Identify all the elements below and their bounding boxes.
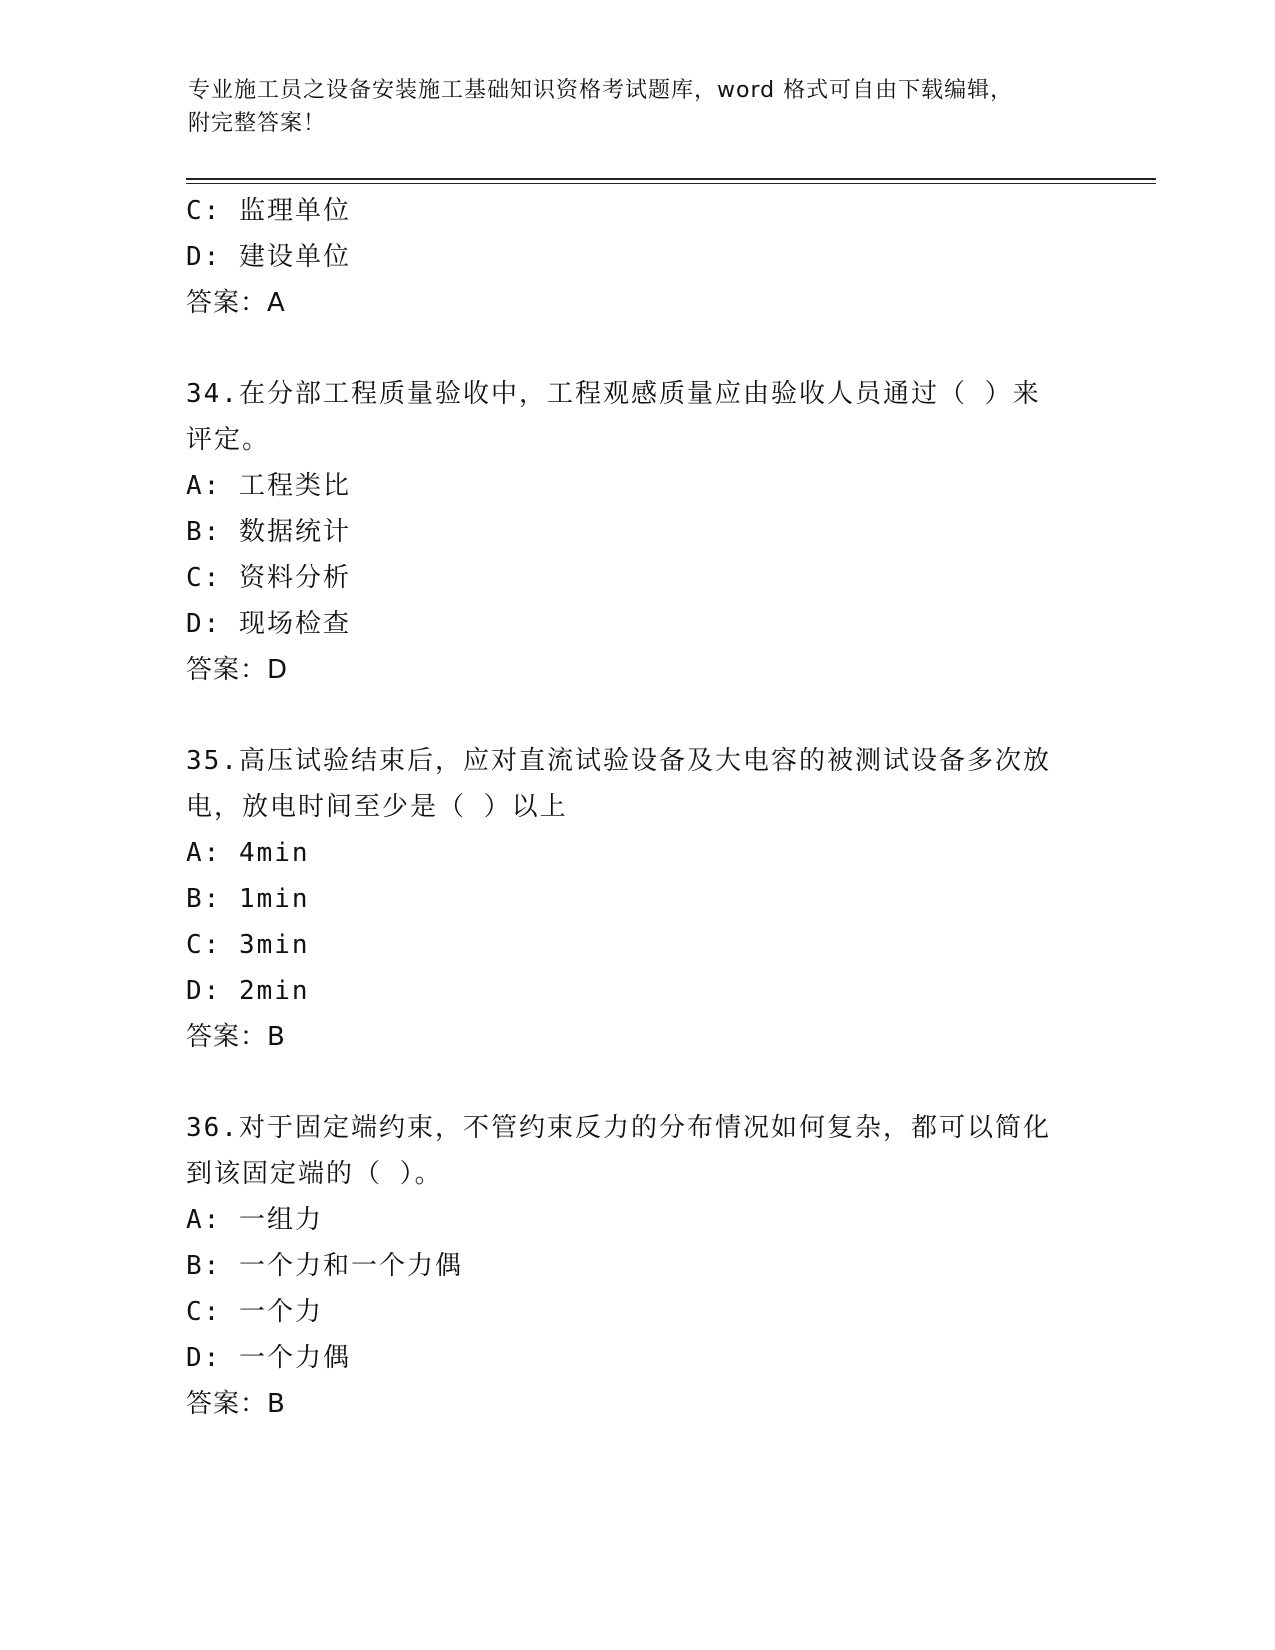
question-list — [186, 188, 1086, 1427]
option-text: 1min — [238, 884, 310, 914]
option-label: B: — [186, 517, 222, 547]
option-row — [186, 234, 1086, 280]
question-number: 34. — [186, 379, 239, 409]
answer-line: 答案：B — [186, 1022, 286, 1052]
option-row — [186, 555, 1086, 601]
answer-line: 答案：D — [186, 655, 289, 685]
question-number: 35. — [186, 746, 239, 776]
header-divider-thick — [186, 178, 1156, 180]
option-text: 4min — [238, 838, 310, 868]
option-row — [186, 1243, 1086, 1289]
question-36 — [186, 1105, 1086, 1427]
option-label: B: — [186, 1251, 222, 1281]
option-label: A: — [186, 1205, 222, 1235]
option-label: C: — [186, 930, 222, 960]
option-text: 2min — [238, 976, 310, 1006]
option-row — [186, 968, 1086, 1014]
question-stem-line-2: 到该固定端的（ ）。 — [186, 1159, 443, 1189]
answer-line: 答案：B — [186, 1389, 286, 1419]
option-row — [186, 1197, 1086, 1243]
question-34 — [186, 371, 1086, 693]
question-spacer — [186, 693, 1086, 738]
option-label: D: — [186, 242, 222, 272]
option-text: 一组力 — [238, 1205, 323, 1235]
previous-question-tail — [186, 188, 1086, 326]
option-row — [186, 830, 1086, 876]
option-label: D: — [186, 1343, 222, 1373]
question-spacer — [186, 326, 1086, 371]
option-text: 资料分析 — [238, 563, 351, 593]
option-label: A: — [186, 471, 222, 501]
question-spacer — [186, 1060, 1086, 1105]
option-row — [186, 1335, 1086, 1381]
question-35 — [186, 738, 1086, 1060]
option-label: C: — [186, 1297, 222, 1327]
header-line-2: 附完整答案！ — [188, 111, 327, 136]
option-text: 一个力 — [238, 1297, 323, 1327]
question-stem-line-2: 评定。 — [186, 425, 271, 455]
question-stem-line-2: 电，放电时间至少是（ ）以上 — [186, 792, 568, 822]
question-number: 36. — [186, 1113, 239, 1143]
option-label: C: — [186, 196, 222, 226]
option-text: 一个力和一个力偶 — [238, 1251, 463, 1281]
option-label: B: — [186, 884, 222, 914]
option-label: D: — [186, 609, 222, 639]
option-text: 工程类比 — [238, 471, 351, 501]
option-text: 一个力偶 — [238, 1343, 351, 1373]
option-text: 监理单位 — [238, 196, 351, 226]
option-row — [186, 509, 1086, 555]
option-text: 现场检查 — [238, 609, 351, 639]
option-row — [186, 601, 1086, 647]
option-row — [186, 876, 1086, 922]
option-row — [186, 463, 1086, 509]
question-stem — [186, 1105, 1086, 1197]
option-row — [186, 1289, 1086, 1335]
question-stem — [186, 371, 1086, 463]
header-divider-thin — [186, 183, 1156, 184]
option-label: A: — [186, 838, 222, 868]
question-stem — [186, 738, 1086, 830]
answer-line: 答案：A — [186, 288, 286, 318]
question-stem-line-1: 在分部工程质量验收中，工程观感质量应由验收人员通过（ ）来 — [238, 379, 1041, 409]
question-stem-line-1: 对于固定端约束，不管约束反力的分布情况如何复杂，都可以简化 — [238, 1113, 1051, 1143]
option-text: 3min — [238, 930, 310, 960]
header-line-1: 专业施工员之设备安装施工基础知识资格考试题库，word 格式可自由下载编辑， — [188, 78, 1014, 103]
option-row — [186, 188, 1086, 234]
option-label: D: — [186, 976, 222, 1006]
option-label: C: — [186, 563, 222, 593]
document-header — [188, 74, 1088, 140]
option-row — [186, 922, 1086, 968]
option-text: 建设单位 — [238, 242, 351, 272]
question-stem-line-1: 高压试验结束后，应对直流试验设备及大电容的被测试设备多次放 — [238, 746, 1051, 776]
option-text: 数据统计 — [238, 517, 351, 547]
